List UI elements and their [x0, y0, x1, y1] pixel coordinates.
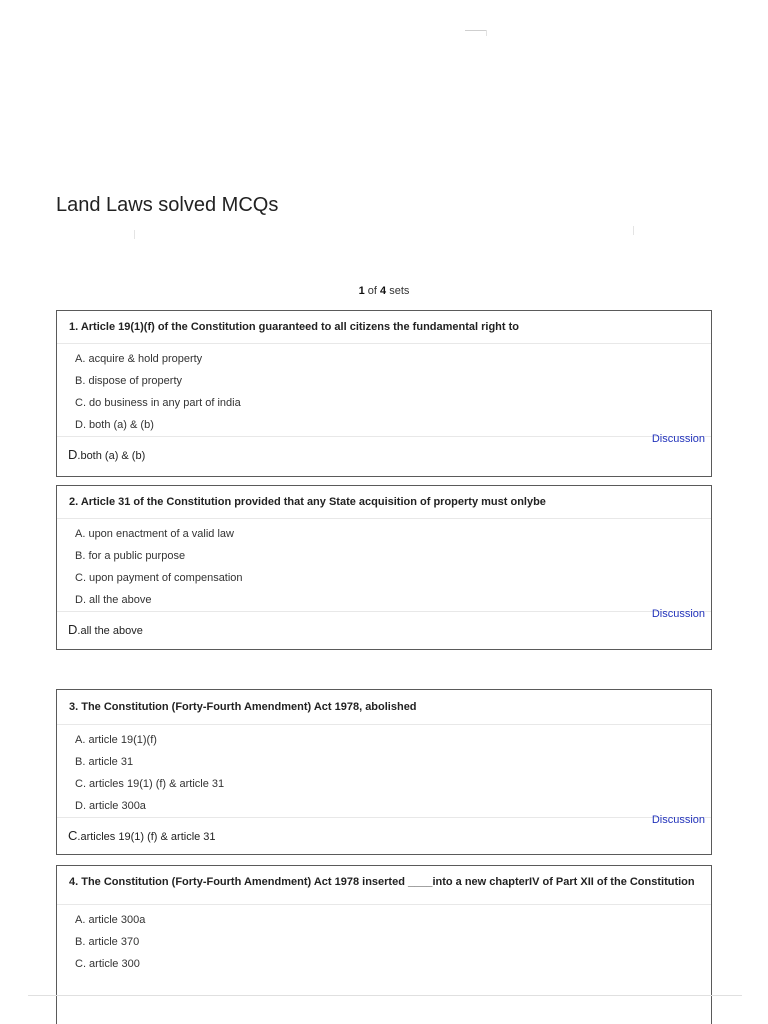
answer-letter: C: [68, 828, 78, 843]
page-title: Land Laws solved MCQs: [56, 194, 279, 216]
mcq-card-3: [56, 689, 712, 855]
options-list: [57, 519, 711, 611]
top-divider: [465, 30, 487, 31]
faint-divider-left: [134, 230, 135, 239]
options-list: [57, 725, 711, 817]
question-text: 2. Article 31 of the Constitution provided that any State acquisition of property must onlybe: [57, 486, 711, 519]
pager-current: 1: [358, 285, 365, 297]
option-c[interactable]: C. upon payment of compensation: [75, 572, 243, 584]
option-d[interactable]: D. article 300a: [75, 800, 146, 812]
page-bottom-rule: [28, 995, 742, 996]
pager-total: 4: [380, 285, 387, 297]
option-a[interactable]: A. article 19(1)(f): [75, 734, 157, 746]
mcq-card-2: [56, 485, 712, 650]
option-b[interactable]: B. article 370: [75, 936, 140, 948]
discussion-link[interactable]: Discussion: [651, 433, 705, 445]
question-text: 3. The Constitution (Forty-Fourth Amendment) Act 1978, abolished: [57, 690, 711, 725]
pager-of: of: [364, 285, 381, 297]
set-pager: [0, 285, 768, 297]
option-c[interactable]: C. do business in any part of india: [75, 397, 241, 409]
answer-letter: D: [68, 622, 78, 637]
option-b[interactable]: B. dispose of property: [75, 375, 183, 387]
answer-letter: D: [68, 447, 78, 462]
option-a[interactable]: A. acquire & hold property: [75, 353, 203, 365]
option-d[interactable]: D. all the above: [75, 594, 152, 606]
discussion-link[interactable]: Discussion: [651, 608, 705, 620]
mcq-card-1: [56, 310, 712, 477]
question-text: 4. The Constitution (Forty-Fourth Amendment) Act 1978 inserted ____into a new chapterIV of Part XII of the Constitution: [57, 866, 711, 905]
answer-text: .articles 19(1) (f) & article 31: [77, 831, 216, 843]
faint-divider-right: [633, 226, 634, 235]
question-text: 1. Article 19(1)(f) of the Constitution guaranteed to all citizens the fundamental right to: [57, 311, 711, 344]
pager-suffix: sets: [386, 285, 410, 297]
options-list: [57, 344, 711, 436]
answer-text: .all the above: [77, 625, 143, 637]
option-c[interactable]: C. articles 19(1) (f) & article 31: [75, 778, 225, 790]
answer-row: [57, 433, 711, 467]
option-a[interactable]: A. upon enactment of a valid law: [75, 528, 234, 540]
mcq-card-4: [56, 865, 712, 1024]
answer: [68, 447, 145, 462]
discussion-link[interactable]: Discussion: [651, 814, 705, 826]
answer: [68, 828, 216, 843]
options-list: [57, 905, 711, 975]
option-b[interactable]: B. for a public purpose: [75, 550, 186, 562]
option-b[interactable]: B. article 31: [75, 756, 134, 768]
option-a[interactable]: A. article 300a: [75, 914, 146, 926]
answer: [68, 622, 143, 637]
option-d[interactable]: D. both (a) & (b): [75, 419, 154, 431]
top-divider-tick: [486, 30, 487, 36]
answer-row: [57, 814, 711, 848]
answer-text: .both (a) & (b): [77, 450, 146, 462]
answer-row: [57, 608, 711, 642]
option-c[interactable]: C. article 300: [75, 958, 140, 970]
